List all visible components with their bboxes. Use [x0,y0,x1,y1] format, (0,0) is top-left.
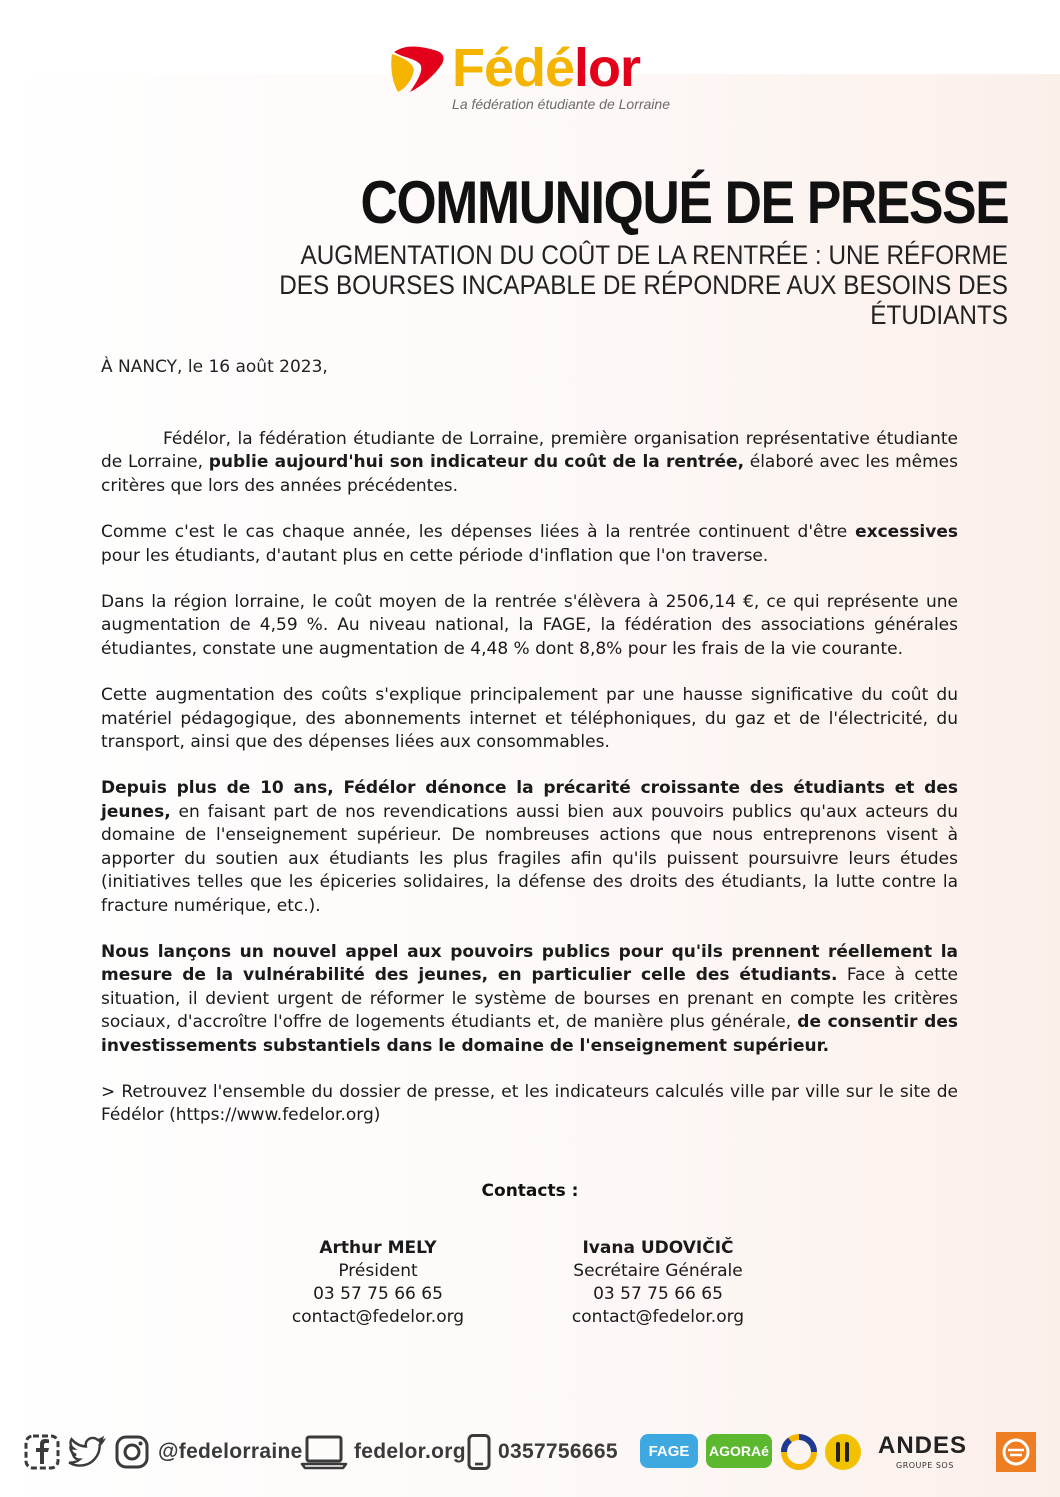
instagram-icon[interactable] [114,1434,150,1470]
paragraph-more-info: > Retrouvez l'ensemble du dossier de presse, et les indicateurs calculés ville par ville sur le site de Fédélor (https://www.fedelor.org) [101,1081,958,1126]
paragraph-figures: Dans la région lorraine, le coût moyen de la rentrée s'élèvera à 2506,14 €, ce qui représente une augmentation de 4,59 %. Au niveau national, la FAGE, la fédération des associations générales étudiantes, constate une augmentation de 4,48 % dont 8,8% pour les frais de la vie courante. [101,592,958,659]
contact-card [528,1237,788,1329]
facebook-icon[interactable] [24,1434,60,1470]
logo-wordmark: Fédélor [452,38,641,98]
fedelor-logo [390,36,680,118]
contact-role: Président [338,1261,418,1281]
contact-email[interactable]: contact@fedelor.org [571,1307,745,1327]
fage-logo: FAGE [640,1434,698,1468]
contact-email[interactable]: contact@fedelor.org [291,1307,465,1327]
sos-partner-logo-icon [996,1432,1036,1472]
fedelor-logo-mark-icon [390,42,448,94]
phone-number[interactable]: 0357756665 [498,1440,618,1463]
contact-role: Secrétaire Générale [573,1261,743,1281]
contacts-heading: Contacts : [481,1181,579,1201]
document-subtitle [108,240,1008,330]
subtitle-line: AUGMENTATION DU COÛT DE LA RENTRÉE : UNE RÉFORME [300,240,1009,270]
paragraph-actions: Depuis plus de 10 ans, Fédélor dénonce la précarité croissante des étudiants et des jeunes, en faisant part de nos revendications aussi bien aux pouvoirs publics qu'aux acteurs du domaine de l'enseignement supérieur. De nombreuses actions que nous entreprenons visent à apporter du soutien aux étudiants les plus fragiles afin qu'ils puissent poursuivre leurs études (initiatives telles que les épiceries solidaires, la défense des droits des étudiants, la lutte contre la fracture numérique, etc.). [101,778,958,916]
andes-logo: ANDES GROUPE SOS [878,1432,968,1470]
agorae-logo: AGORAé [706,1434,772,1468]
contact-name: Arthur MELY [319,1238,437,1258]
paragraph-excessive-costs: Comme c'est le cas chaque année, les dépenses liées à la rentrée continuent d'être excessives pour les étudiants, d'autant plus en cette période d'inflation que l'on traverse. [101,522,958,566]
contact-phone: 03 57 75 66 65 [313,1284,443,1304]
contact-name: Ivana UDOVIČIČ [582,1238,734,1258]
place-and-date: À NANCY, le 16 août 2023, [101,357,328,377]
body-text [101,428,958,1151]
university-lorraine-logo-icon [824,1433,862,1471]
paragraph-causes: Cette augmentation des coûts s'explique principalement par une hausse significative du coût du matériel pédagogique, des abonnements internet et téléphoniques, du gaz et de l'électricité, du transport, ainsi que des dépenses liées aux consommables. [101,685,958,753]
ring-partner-logo-icon [780,1433,818,1471]
subtitle-line: ÉTUDIANTS [870,300,1008,330]
paragraph-intro: Fédélor, la fédération étudiante de Lorraine, première organisation représentative étudiante de Lorraine, publie aujourd'hui son indicateur du coût de la rentrée, élaboré avec les mêmes critères que lors des années précédentes. [101,429,958,496]
twitter-icon[interactable] [68,1434,106,1470]
contact-card [248,1237,508,1329]
smartphone-icon [466,1434,492,1470]
subtitle-line: DES BOURSES INCAPABLE DE RÉPONDRE AUX BESOINS DES [279,270,1008,300]
social-handle[interactable]: @fedelorraine [158,1440,303,1463]
document-title: COMMUNIQUÉ DE PRESSE [360,169,1008,236]
laptop-icon [300,1434,348,1470]
logo-tagline: La fédération étudiante de Lorraine [452,96,670,112]
paragraph-appeal: Nous lançons un nouvel appel aux pouvoirs publics pour qu'ils prennent réellement la mesure de la vulnérabilité des jeunes, en particulier celle des étudiants. Face à cette situation, il devient urgent de réformer le système de bourses en prenant en compte les critères sociaux, d'accroître l'offre de logements étudiants et, de manière plus générale, de consentir des investissements substantiels dans le domaine de l'enseignement supérieur. [101,941,958,1056]
website-link[interactable]: fedelor.org [354,1440,466,1463]
contact-phone: 03 57 75 66 65 [593,1284,723,1304]
footer [0,1428,1060,1478]
